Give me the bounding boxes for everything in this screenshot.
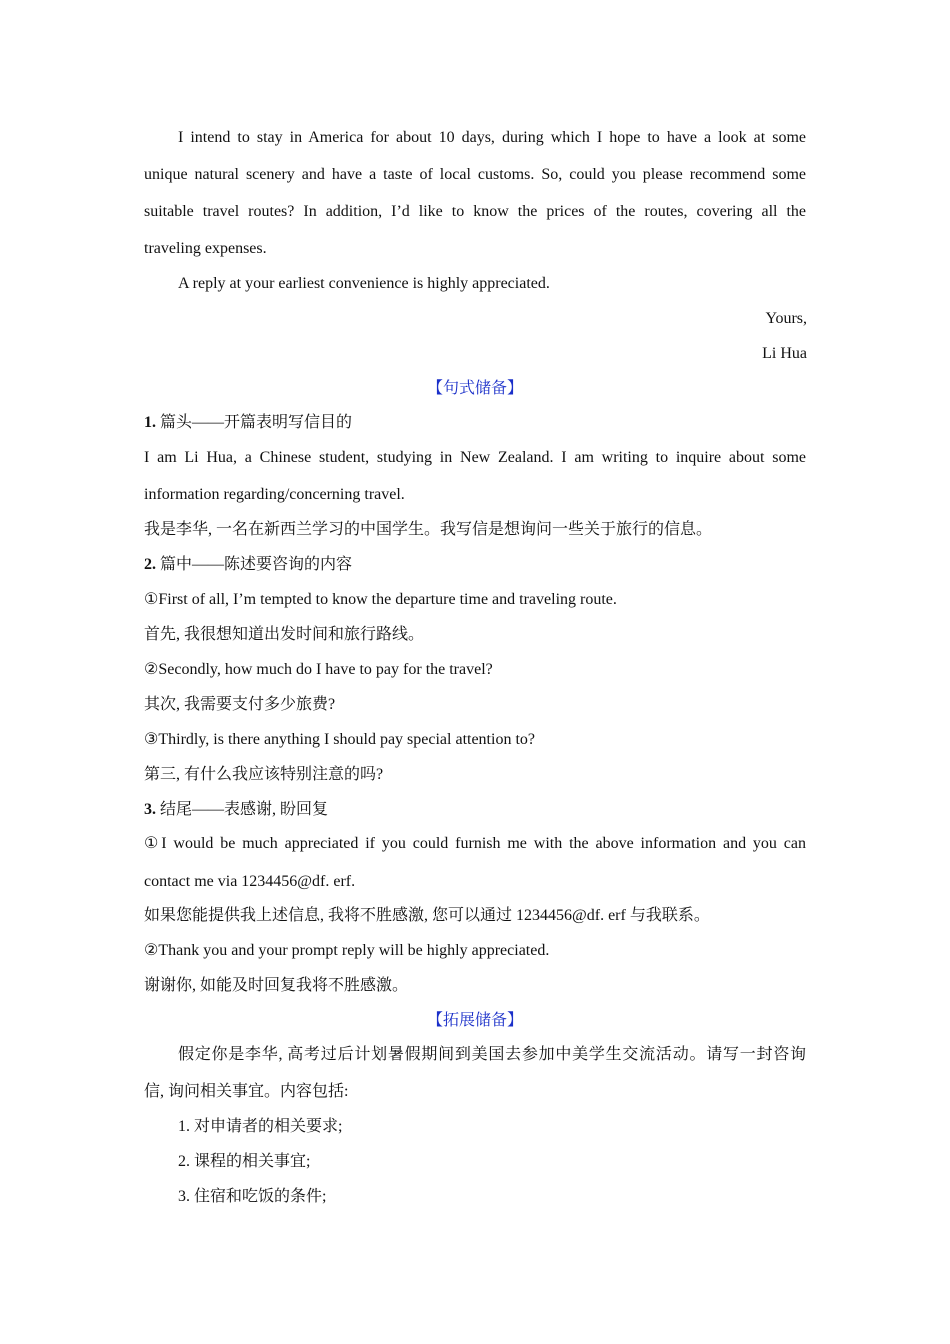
example-sentence-en: ①I would be much appreciated if you could furnish me with the above information and you can [144,835,806,852]
sentence-group-heading [144,411,806,435]
example-sentence-en: contact me via 1234456@df. erf. [144,873,356,890]
group-number: 3. [144,801,156,818]
letter-paragraph-line: I intend to stay in America for about 10 days, during which I hope to have a look at some [178,129,806,146]
sentence-group-heading [144,798,806,822]
extension-point: 3. 住宿和吃饭的条件; [178,1188,327,1205]
example-sentence-en: ①First of all, I’m tempted to know the departure time and traveling route. [144,591,617,608]
example-sentence-zh: 首先, 我很想知道出发时间和旅行路线。 [144,626,425,643]
extension-intro-line: 信, 询问相关事宜。内容包括: [144,1083,349,1100]
example-sentence-zh: 谢谢你, 如能及时回复我将不胜感激。 [144,977,409,994]
example-sentence-en: I am Li Hua, a Chinese student, studying in New Zealand. I am writing to inquire about some [144,449,806,466]
section-heading-sentences: 【句式储备】 [426,380,523,397]
extension-point: 1. 对申请者的相关要求; [178,1118,343,1135]
example-sentence-zh: 我是李华, 一名在新西兰学习的中国学生。我写信是想询问一些关于旅行的信息。 [144,521,713,538]
letter-signature: Li Hua [762,345,807,362]
example-sentence-zh: 如果您能提供我上述信息, 我将不胜感激, 您可以通过 1234456@df. erf 与我联系。 [144,907,710,924]
letter-closing: Yours, [765,310,807,327]
extension-point: 2. 课程的相关事宜; [178,1153,311,1170]
letter-paragraph-line: suitable travel routes? In addition, I’d like to know the prices of the routes, covering all the [144,203,806,220]
section-heading-extension: 【拓展储备】 [426,1012,523,1029]
letter-paragraph-line: unique natural scenery and have a taste of local customs. So, could you please recommend some [144,166,806,183]
group-number: 1. [144,414,156,431]
example-sentence-zh: 第三, 有什么我应该特别注意的吗? [144,766,384,783]
example-sentence-en: ②Secondly, how much do I have to pay for the travel? [144,661,493,678]
group-number: 2. [144,556,156,573]
group-title: 结尾——表感谢, 盼回复 [160,801,329,818]
example-sentence-en: information regarding/concerning travel. [144,486,405,503]
group-title: 篇头——开篇表明写信目的 [160,414,353,431]
example-sentence-zh: 其次, 我需要支付多少旅费? [144,696,336,713]
group-title: 篇中——陈述要咨询的内容 [160,556,353,573]
sentence-group-heading [144,553,806,577]
example-sentence-en: ②Thank you and your prompt reply will be highly appreciated. [144,942,550,959]
letter-paragraph-line: traveling expenses. [144,240,267,257]
example-sentence-en: ③Thirdly, is there anything I should pay special attention to? [144,731,535,748]
letter-closing-paragraph: A reply at your earliest convenience is highly appreciated. [178,275,550,292]
extension-intro-line: 假定你是李华, 高考过后计划暑假期间到美国去参加中美学生交流活动。请写一封咨询 [178,1046,806,1063]
